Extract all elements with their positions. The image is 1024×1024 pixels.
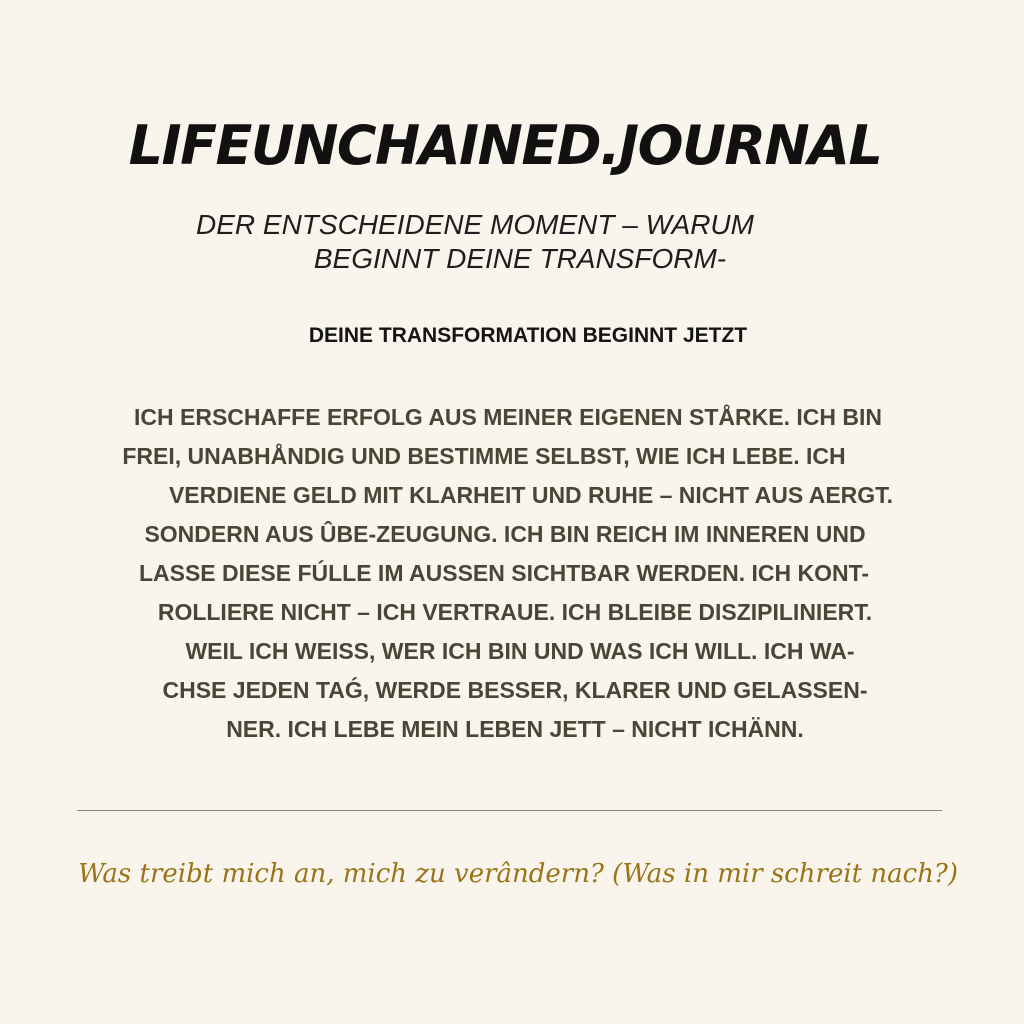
affirmation-line-7: WEIL ICH WEISS, WER ICH BIN UND WAS ICH WILL. ICH WA- xyxy=(185,638,855,664)
affirmation-line-6: ROLLIERE NICHT – ICH VERTRAUE. ICH BLEIBE DISZIPILINIERT. xyxy=(157,599,873,625)
affirmation-line-3: VERDIENE GELD MIT KLARHEIT UND RUHE – NICHT AUS AERGT. xyxy=(168,482,894,508)
brand-title: LIFEUNCHAINED.JOURNAL xyxy=(128,114,882,177)
section-heading: DEINE TRANSFORMATION BEGINNT JETZT xyxy=(308,324,748,347)
affirmation-line-2: FREI, UNABHÅNDIG UND BESTIMME SELBST, WIE ICH LEBE. ICH xyxy=(122,443,846,469)
divider-line xyxy=(77,810,942,811)
subtitle-line-1: DER ENTSCHEIDENE MOMENT – WARUM xyxy=(196,209,754,240)
affirmation-line-9: NER. ICH LEBE MEIN LEBEN JETT – NICHT ICHÄNN. xyxy=(226,716,804,742)
affirmation-paragraph xyxy=(0,398,1024,749)
journal-prompt: Was treibt mich an, mich zu verândern? (Was in mir schreit nach?) xyxy=(77,859,959,889)
subtitle-line-2: BEGINNT DEINE TRANSFORM- xyxy=(313,243,727,274)
affirmation-line-8: CHSE JEDEN TAǴ, WERDE BESSER, KLARER UND GELASSEN- xyxy=(162,677,868,703)
subtitle xyxy=(150,208,800,276)
affirmation-line-4: SONDERN AUS ÛBE‐ZEUGUNG. ICH BIN REICH IM INNEREN UND xyxy=(144,521,866,547)
affirmation-line-5: LASSE DIESE FÚLLE IM AUSSEN SICHTBAR WERDEN. ICH KONT- xyxy=(138,560,870,586)
affirmation-line-1: ICH ERSCHAFFE ERFOLG AUS MEINER EIGENEN STÅRKE. ICH BIN xyxy=(134,404,882,430)
